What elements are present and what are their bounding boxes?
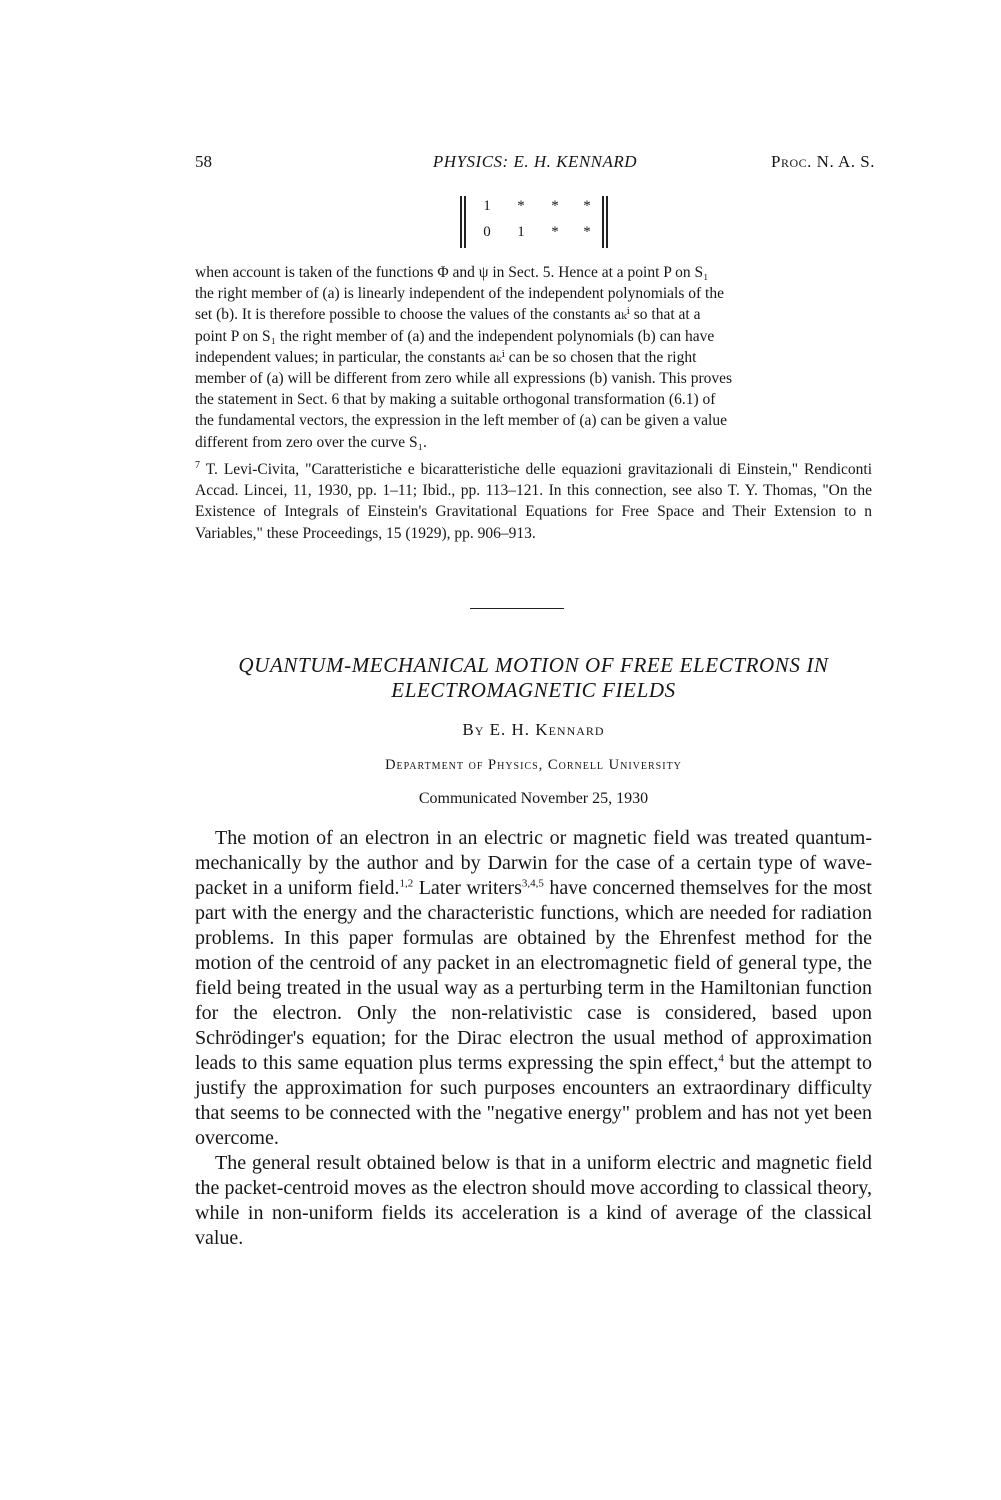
paragraph-text: The motion of an electron in an electric or magnetic field was treated quantum-mechanically by the author and by Darwin for the case of a certain type of wave-packet in a uniform field.	[195, 827, 872, 899]
byline: By E. H. Kennard	[462, 720, 605, 739]
matrix-determinant	[460, 196, 610, 248]
article-title	[195, 653, 872, 703]
section-divider	[470, 608, 564, 609]
matrix-cell: *	[551, 224, 559, 240]
journal-name: Proc. N. A. S.	[771, 152, 875, 171]
paragraph-text: but the attempt to justify the approximation for such purposes encounters an extraordinary difficulty that seems to be connected with the "negative energy" problem and has not yet been overcome.	[195, 1052, 872, 1149]
matrix-cell: *	[551, 198, 559, 214]
paragraph-text: have concerned themselves for the most part with the energy and the characteristic functions, which are needed for radiation problems. In this paper formulas are obtained by the Ehrenfest method for the motion of the centroid of any packet in an electromagnetic field of general type, the field being treated in the usual way as a perturbing term in the Hamiltonian function for the electron. Only the non-relativistic case is considered, based upon Schrödinger's equation; for the Dirac electron the usual method of approximation leads to this same equation plus terms expressing the spin effect,	[195, 877, 872, 1074]
text-line: different from zero over the curve S₁.	[195, 433, 427, 451]
text-line: independent values; in particular, the constants aₖⁱ can be so chosen that the right	[195, 348, 697, 366]
matrix-row	[476, 224, 596, 246]
paragraph: The general result obtained below is that in a uniform electric and magnetic field the packet-centroid moves as the electron should move according to classical theory, while in non-uniform fields its acceleration is a kind of average of the classical value.	[195, 1152, 872, 1249]
text-line: set (b). It is therefore possible to choose the values of the constants aₖⁱ so that at a	[195, 306, 701, 324]
matrix-cell: 1	[483, 198, 491, 214]
reference-marker: 4	[718, 1052, 724, 1065]
footnote-marker: 7	[195, 459, 200, 471]
matrix-cell: 0	[483, 224, 491, 240]
matrix-row	[476, 198, 596, 220]
text-line: the fundamental vectors, the expression in the left member of (a) can be given a value	[195, 412, 727, 430]
footnote	[195, 459, 872, 544]
footnote-text: T. Levi-Civita, "Caratteristiche e bicaratteristiche delle equazioni gravitazionali di Einstein," Rendiconti Accad. Lincei, 11, 1930, pp. 1–11; Ibid., pp. 113–121. In this connection, see also T. Y. Thomas, "On the Existence of Integrals of Einstein's Gravitational Equations for Free Space and Their Extension to n Variables," these Proceedings, 15 (1929), pp. 906–913.	[195, 461, 872, 542]
matrix-bar	[464, 196, 466, 248]
paragraph	[195, 826, 872, 1151]
paragraph-text: Later writers	[413, 877, 522, 899]
text-line: member of (a) will be different from zero while all expressions (b) vanish. This proves	[195, 370, 733, 388]
affiliation: Department of Physics, Cornell University	[385, 757, 682, 773]
matrix-cell: *	[517, 198, 525, 214]
matrix-bar	[602, 196, 604, 248]
page-header	[195, 152, 875, 178]
matrix-cell: 1	[517, 224, 525, 240]
communicated-date: Communicated November 25, 1930	[418, 790, 649, 807]
running-title: PHYSICS: E. H. KENNARD	[432, 152, 638, 171]
text-line: the right member of (a) is linearly independent of the independent polynomials of the	[195, 285, 724, 303]
matrix-cell: *	[583, 224, 591, 240]
text-line: the statement in Sect. 6 that by making a suitable orthogonal transformation (6.1) of	[195, 391, 716, 409]
continued-paragraph	[195, 262, 872, 453]
title-line: QUANTUM-MECHANICAL MOTION OF FREE ELECTRONS IN	[238, 653, 829, 677]
reference-marker: 3,4,5	[521, 877, 544, 890]
title-line: ELECTROMAGNETIC FIELDS	[391, 678, 676, 702]
text-line: point P on S₁ the right member of (a) and the independent polynomials (b) can have	[195, 327, 715, 345]
article-body	[195, 826, 872, 1251]
matrix-bar	[460, 196, 462, 248]
page-number: 58	[195, 152, 212, 171]
matrix-cell: *	[583, 198, 591, 214]
text-line: when account is taken of the functions Φ and ψ in Sect. 5. Hence at a point P on S₁	[195, 264, 709, 281]
reference-marker: 1,2	[399, 877, 414, 890]
matrix-bar	[606, 196, 608, 248]
